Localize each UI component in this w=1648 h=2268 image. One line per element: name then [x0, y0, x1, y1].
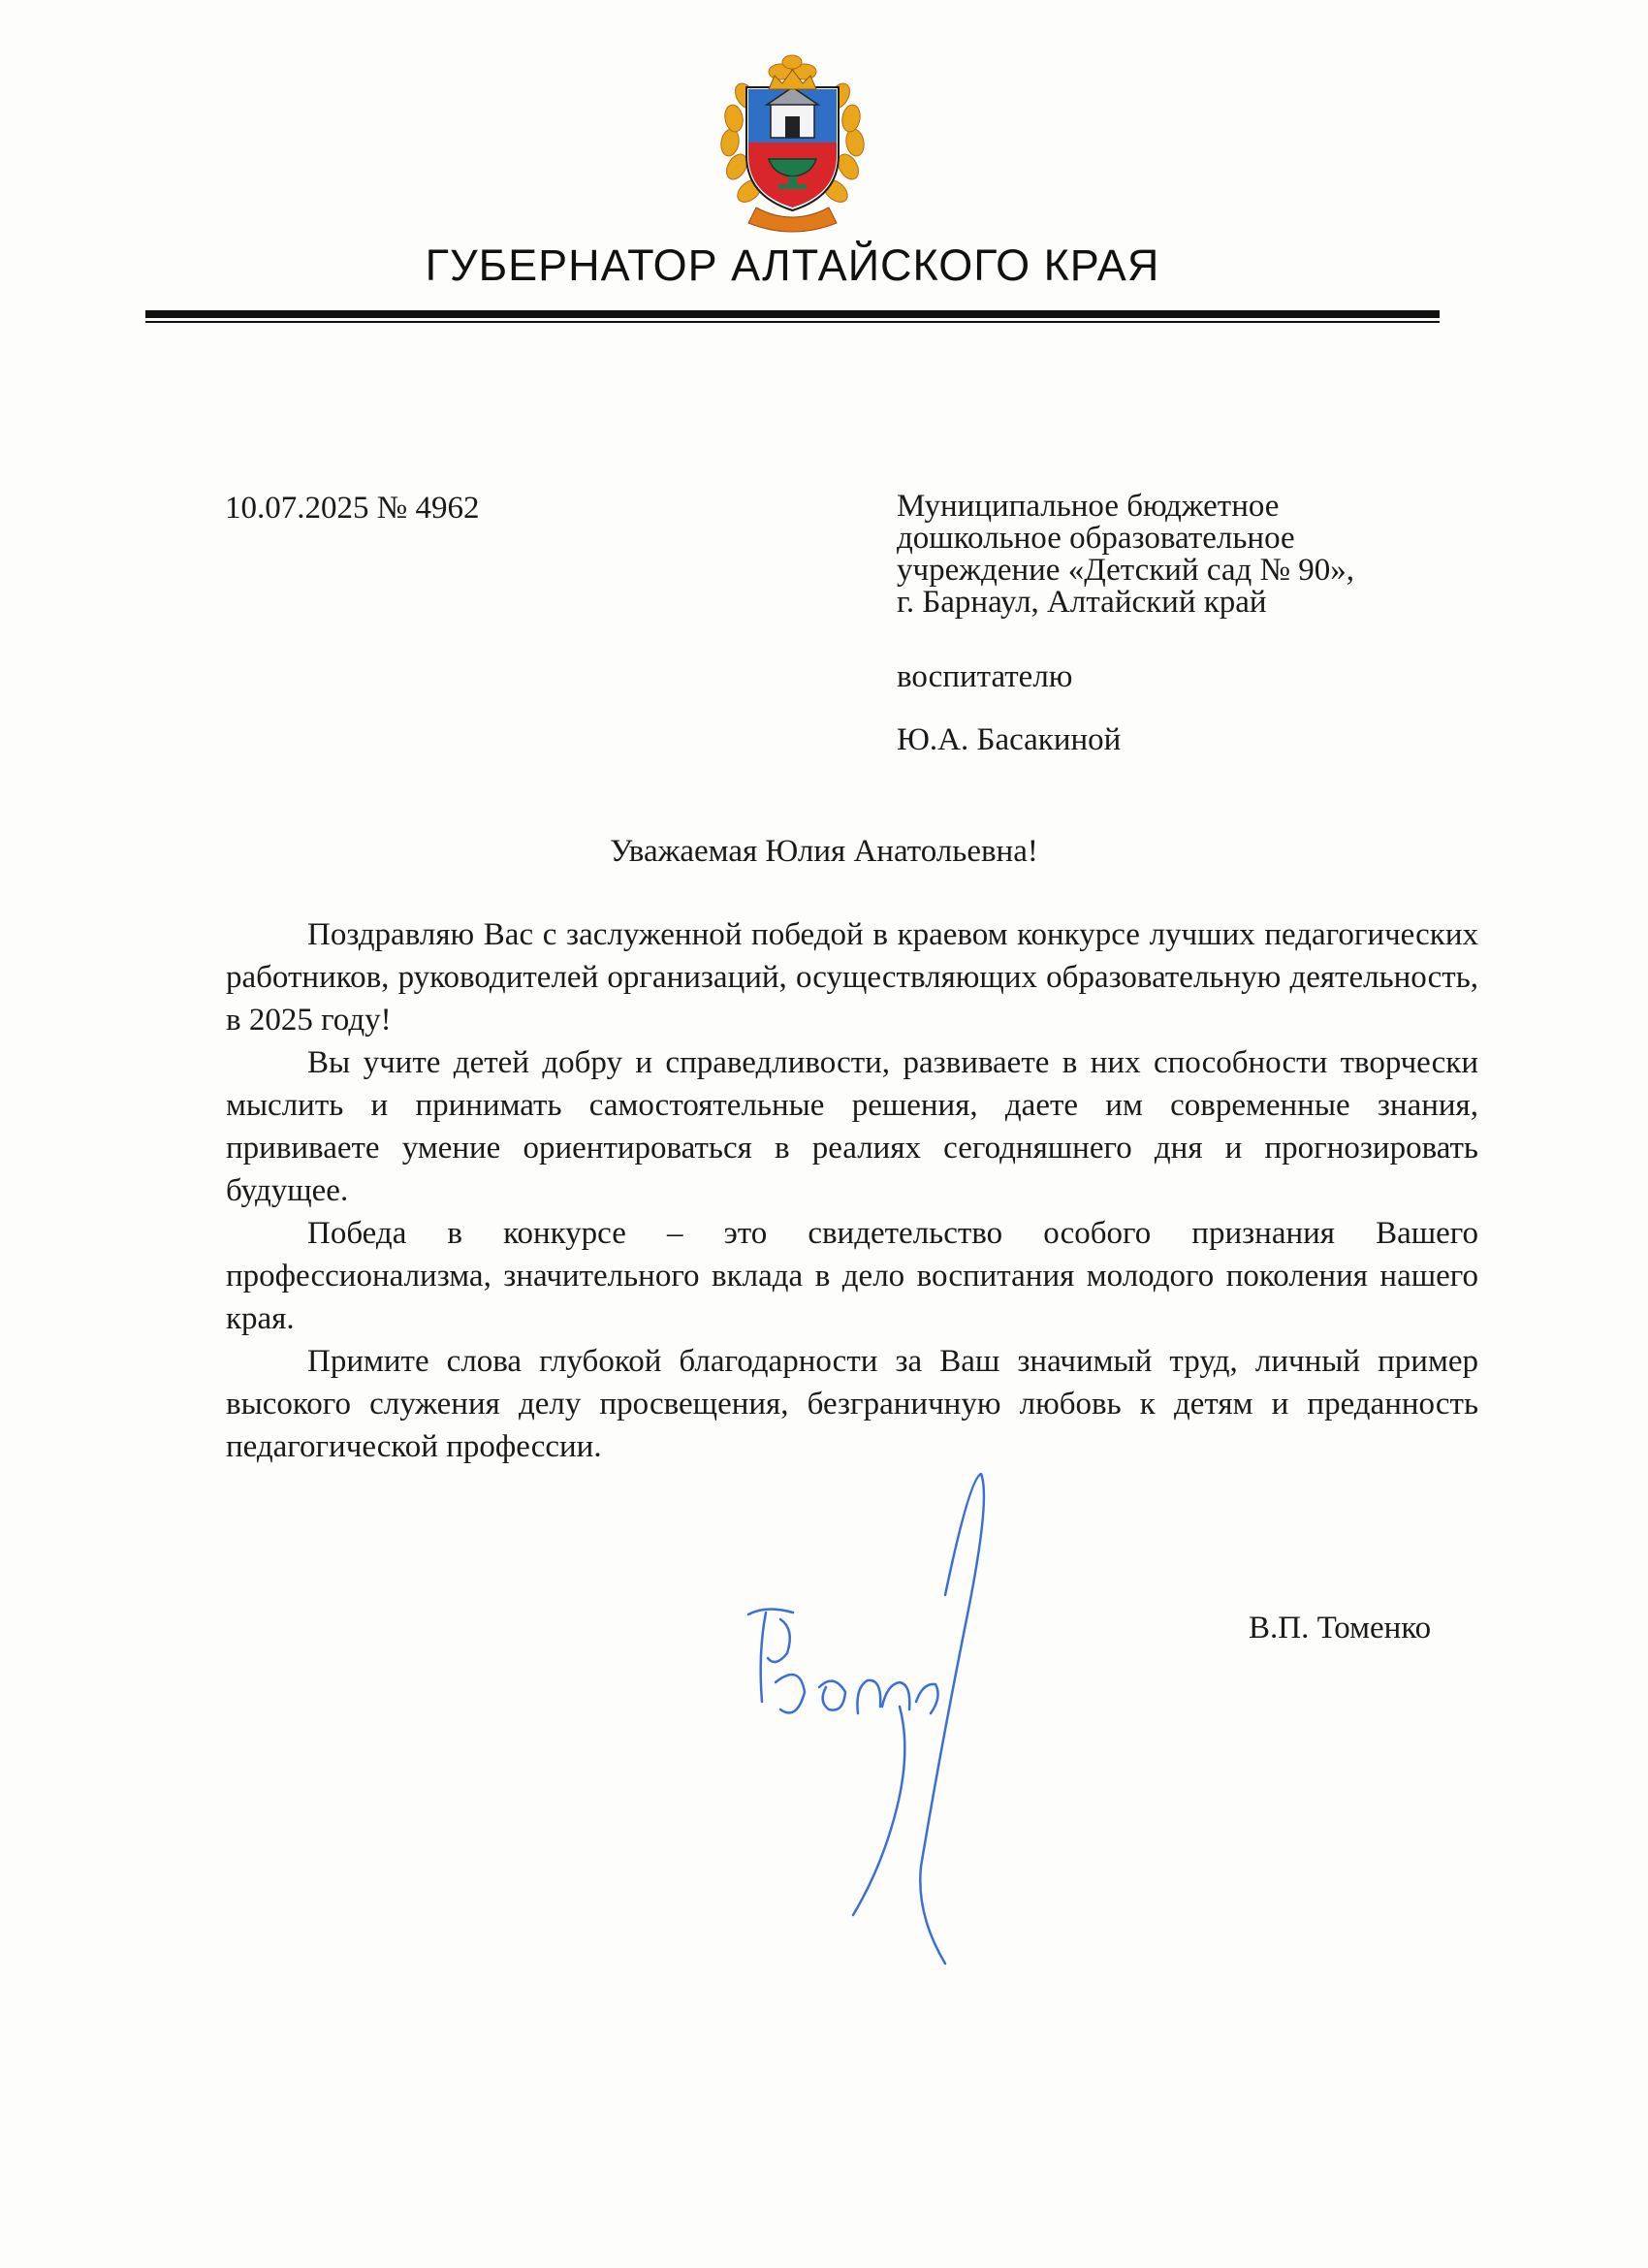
letter-body: [226, 913, 1478, 1468]
addressee-position: воспитателю: [897, 659, 1073, 694]
body-paragraph: Примите слова глубокой благодарности за Ваш значимый труд, личный пример высокого служения делу просвещения, безграничную любовь к детям и преданность педагогической профессии.: [226, 1344, 1478, 1464]
addressee-org-line: учреждение «Детский сад № 90»,: [897, 553, 1355, 588]
coat-of-arms-icon: [703, 50, 882, 235]
header-divider-thick: [145, 310, 1440, 318]
addressee-block: [897, 491, 1478, 758]
addressee-org-line: г. Барнаул, Алтайский край: [897, 585, 1267, 620]
signer-name: В.П. Томенко: [1249, 1611, 1432, 1645]
body-paragraph: Вы учите детей добру и справедливости, развиваете в них способности творчески мыслить и принимать самостоятельные решения, даете им современные знания, прививаете умение ориентироваться в реалиях сегодняшнего дня и прогнозировать будущее.: [226, 1045, 1478, 1208]
letter-reference: 10.07.2025 № 4962: [225, 491, 480, 526]
body-paragraph: Победа в конкурсе – это свидетельство особого признания Вашего профессионализма, значительного вклада в дело воспитания молодого поколения нашего края.: [226, 1216, 1478, 1336]
header-title: ГУБЕРНАТОР АЛТАЙСКОГО КРАЯ: [425, 240, 1160, 290]
addressee-org-line: дошкольное образовательное: [897, 521, 1295, 556]
addressee-name: Ю.А. Басакиной: [897, 722, 1122, 757]
header-divider-thin: [145, 321, 1440, 323]
salutation: Уважаемая Юлия Анатольевна!: [610, 834, 1038, 869]
handwritten-signature-icon: [737, 1459, 1008, 1983]
body-paragraph: Поздравляю Вас с заслуженной победой в краевом конкурсе лучших педагогических работников, руководителей организаций, осуществляющих образовательную деятельность, в 2025 году!: [226, 917, 1478, 1038]
addressee-org-line: Муниципальное бюджетное: [897, 489, 1280, 524]
